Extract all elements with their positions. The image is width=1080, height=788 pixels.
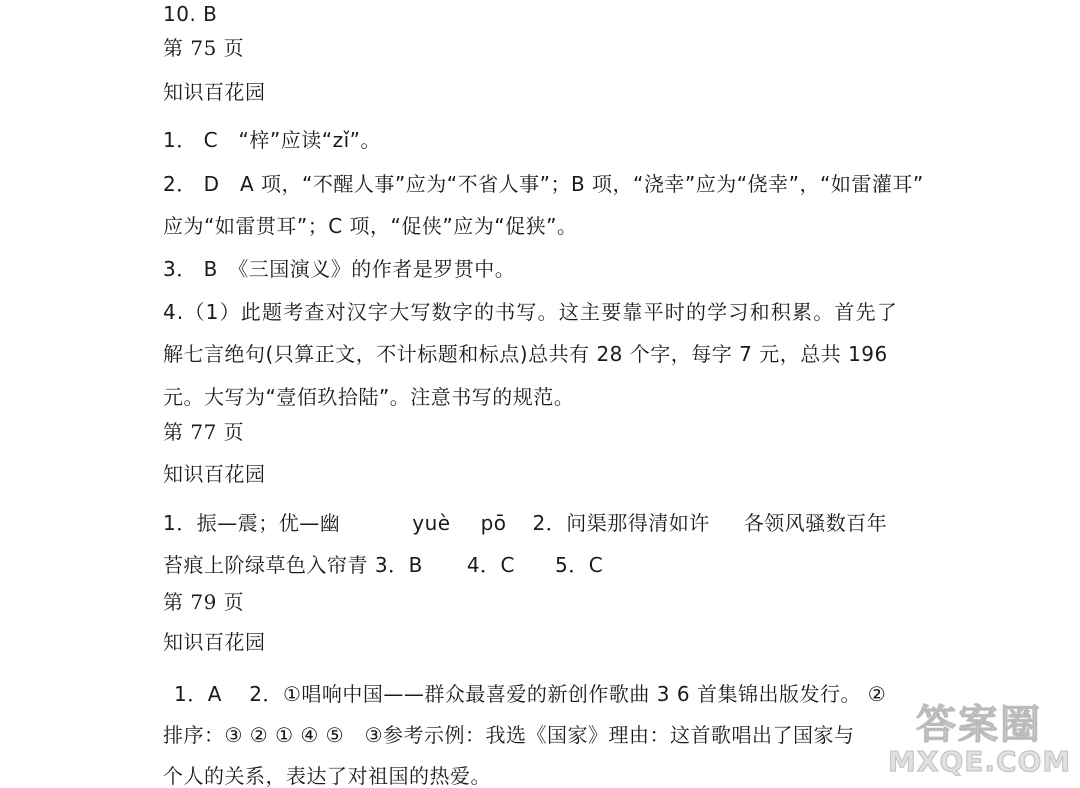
answer-line: 应为“如雷贯耳”；C 项，“促侠”应为“促狭”。 xyxy=(163,214,578,238)
page-heading-77: 第 77 页 xyxy=(163,420,245,444)
answer-text: 4．C xyxy=(466,553,516,577)
watermark-logo-text: 答案圈 xyxy=(916,702,1042,748)
answer-text: 2．问渠那得清如许 xyxy=(532,511,710,535)
answer-text: 1．振—震；优—幽 xyxy=(163,511,341,535)
answer-line: 3． B 《三国演义》的作者是罗贯中。 xyxy=(163,257,516,281)
answer-line: 个人的关系，表达了对祖国的热爱。 xyxy=(163,764,491,788)
answer-line: 排序：③ ② ① ④ ⑤ ③参考示例：我选《国家》理由：这首歌唱出了国家与 xyxy=(163,723,855,747)
answer-line xyxy=(163,553,603,577)
answer-line: 4.（1）此题考查对汉字大写数字的书写。这主要靠平时的学习和积累。首先了 xyxy=(163,300,899,324)
answer-10: 10. B xyxy=(163,2,218,26)
answer-line: 1．A 2．①唱响中国——群众最喜爱的新创作歌曲 3 6 首集锦出版发行。 ② xyxy=(174,682,887,706)
site-watermark xyxy=(886,687,1076,787)
answer-text: 5．C xyxy=(555,553,604,577)
answer-line: 1． C “梓”应读“zǐ”。 xyxy=(163,128,382,152)
page-heading-75: 第 75 页 xyxy=(163,36,245,60)
section-heading: 知识百花园 xyxy=(163,80,266,104)
page-heading-79: 第 79 页 xyxy=(163,590,245,614)
watermark-url-text: MXQE.COM xyxy=(888,745,1072,778)
answer-text: 苔痕上阶绿草色入帘青 3．B xyxy=(163,553,423,577)
answer-line xyxy=(163,511,887,535)
pinyin: yuè xyxy=(412,511,451,535)
section-heading: 知识百花园 xyxy=(163,462,266,486)
answer-text: 各领风骚数百年 xyxy=(743,511,888,535)
pinyin: pō xyxy=(480,511,507,535)
answer-line: 解七言绝句(只算正文，不计标题和标点)总共有 28 个字，每字 7 元，总共 196 xyxy=(163,342,888,366)
answer-line: 元。大写为“壹佰玖拾陆”。注意书写的规范。 xyxy=(163,385,575,409)
answer-line: 2． D A 项，“不醒人事”应为“不省人事”；B 项，“浇幸”应为“侥幸”，“如雷灌耳” xyxy=(163,172,924,196)
section-heading: 知识百花园 xyxy=(163,630,266,654)
